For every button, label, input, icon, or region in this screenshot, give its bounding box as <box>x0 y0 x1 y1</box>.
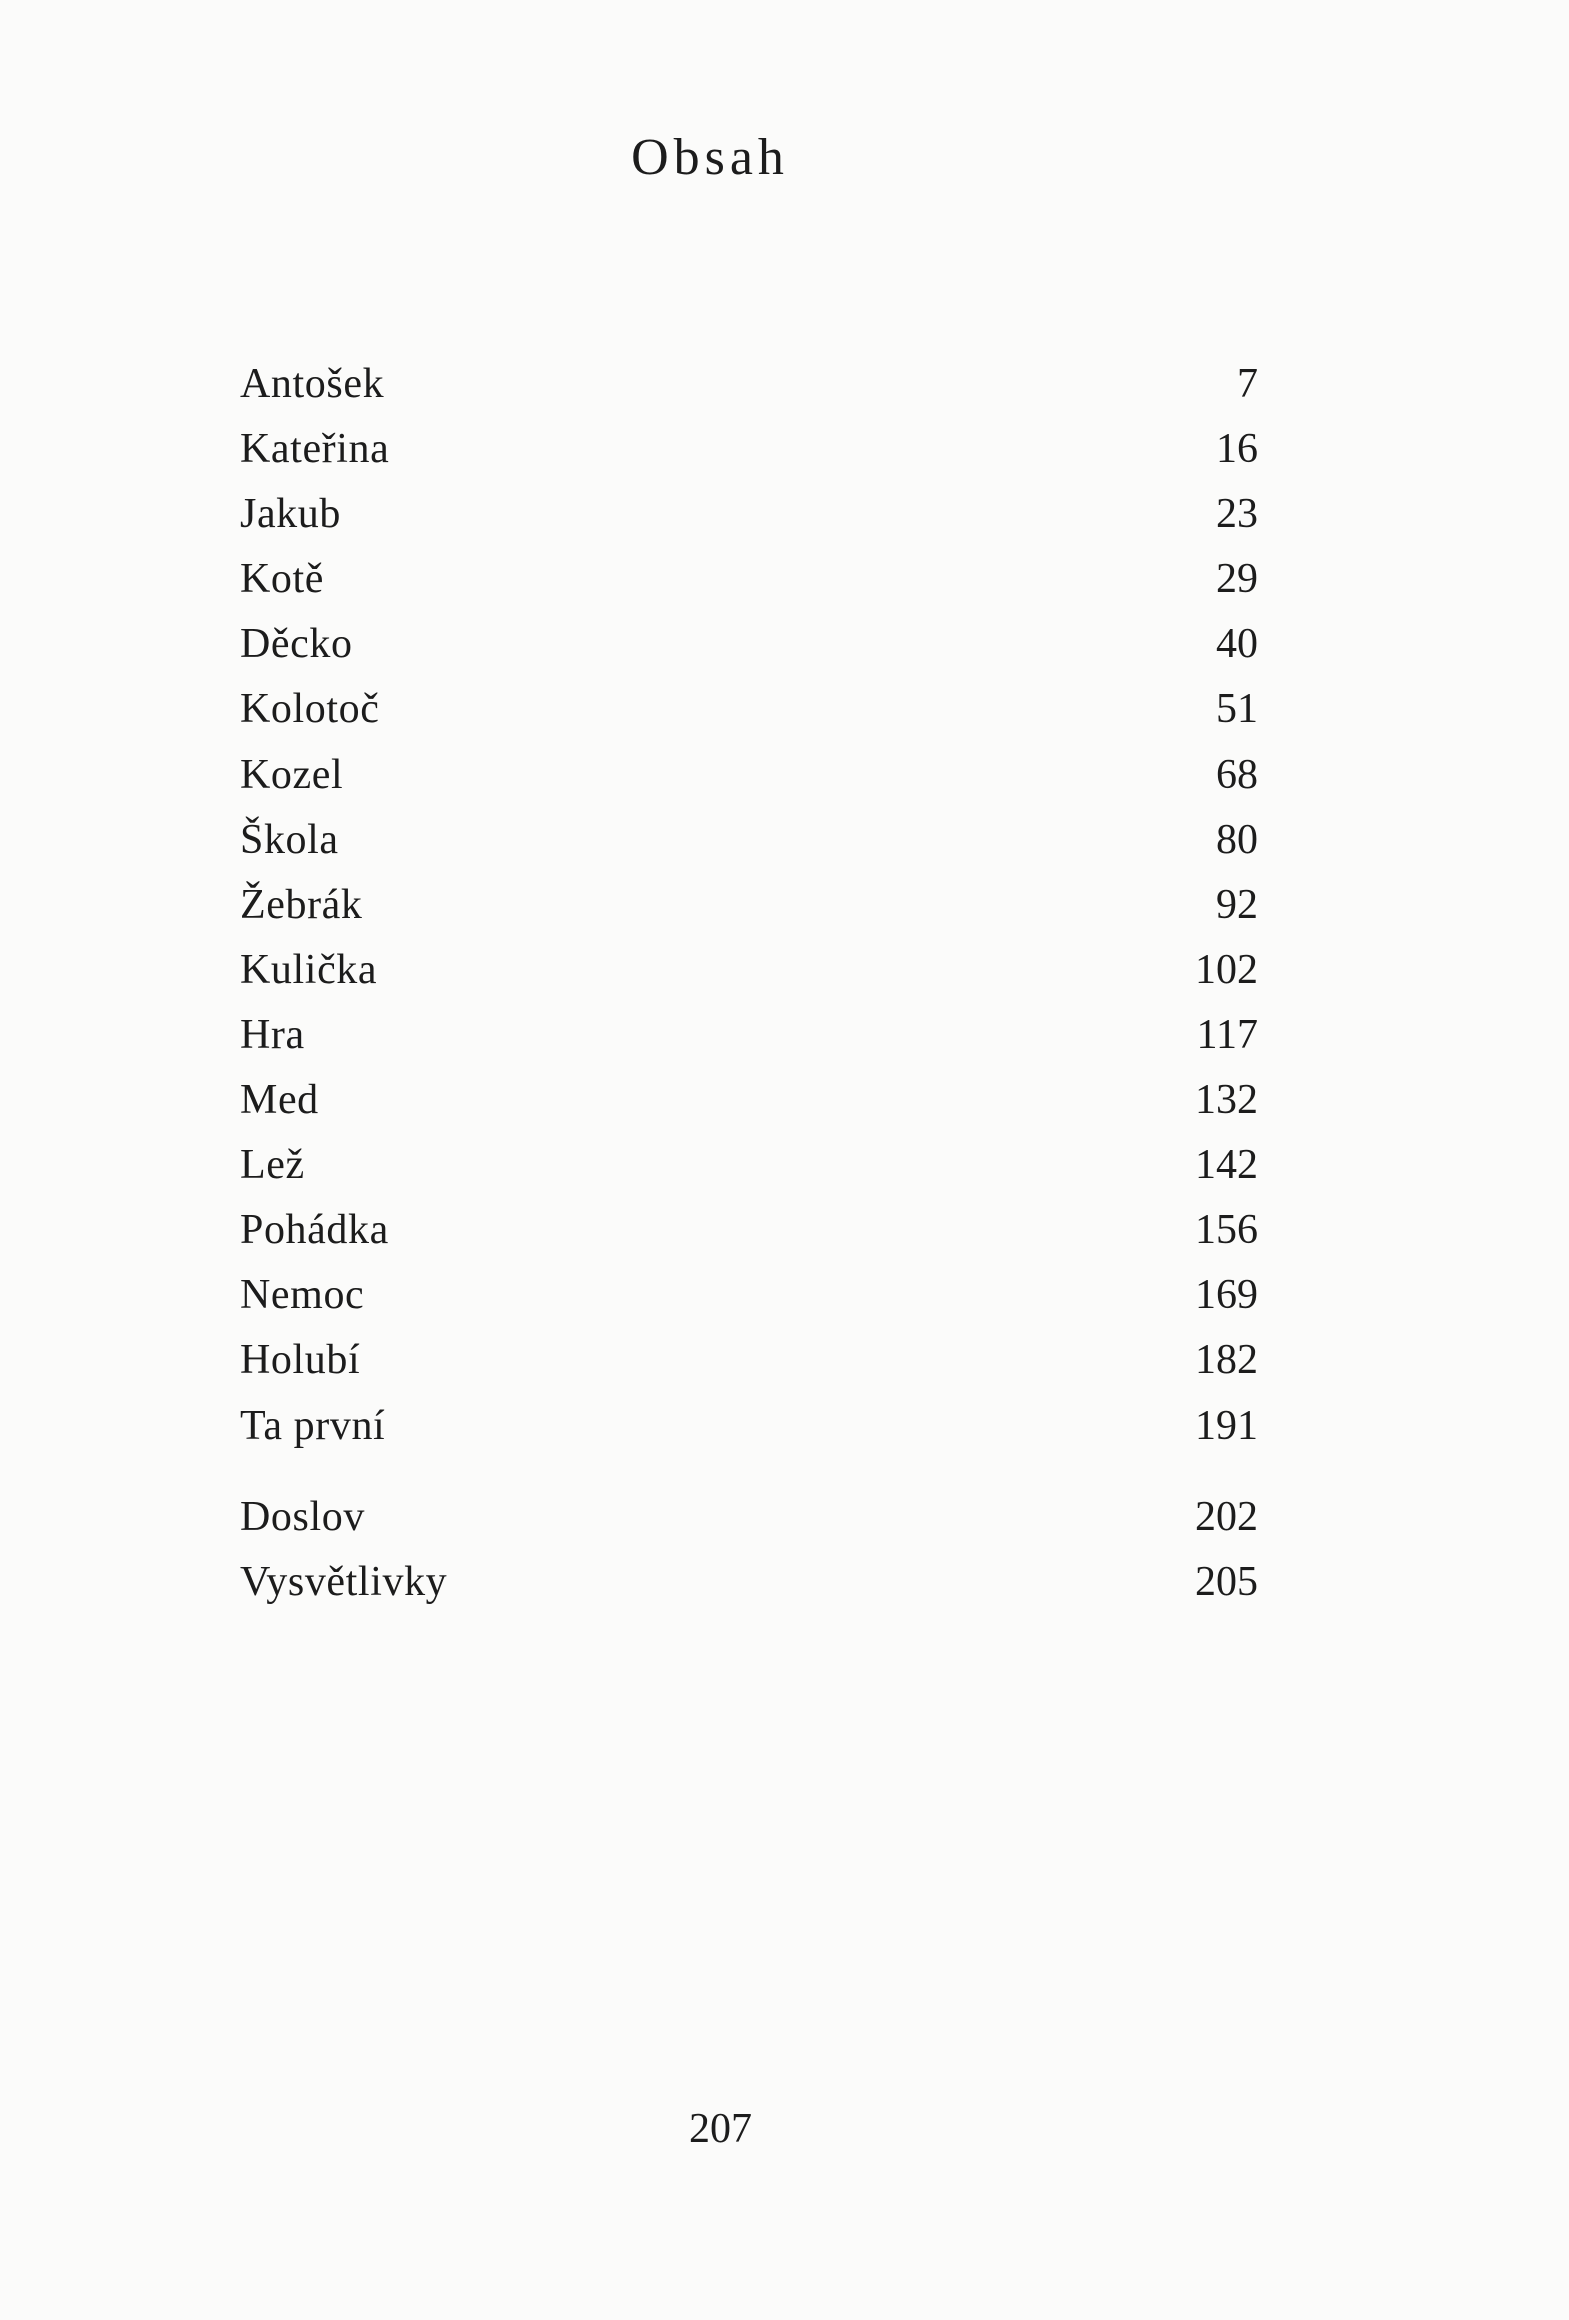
toc-entry <box>240 547 1258 612</box>
toc-entry-title: Med <box>240 1077 319 1124</box>
toc-entry <box>240 1133 1258 1198</box>
section-spacer <box>240 1459 1258 1485</box>
toc-entry-title: Antošek <box>240 361 385 407</box>
toc-entry-page: 191 <box>1195 1402 1258 1449</box>
toc-entry <box>240 352 1258 417</box>
toc-entry <box>240 1263 1258 1328</box>
toc-entry-title: Lež <box>240 1142 305 1189</box>
toc-entry-title: Holubí <box>240 1337 361 1384</box>
appendix-list <box>240 1485 1258 1615</box>
toc-entry-page: 68 <box>1216 751 1258 798</box>
toc-entry <box>240 1485 1258 1550</box>
toc-entry-page: 156 <box>1195 1207 1258 1254</box>
toc-entry-title: Doslov <box>240 1493 365 1540</box>
toc-entry-page: 92 <box>1216 881 1258 928</box>
toc-entry-title: Škola <box>240 816 339 863</box>
toc-entry-page: 132 <box>1195 1077 1258 1124</box>
toc-entry <box>240 1198 1258 1263</box>
toc-entry-title: Nemoc <box>240 1272 365 1319</box>
toc-entry-title: Ta první <box>240 1402 386 1449</box>
chapter-list <box>240 352 1258 1459</box>
toc-entry <box>240 808 1258 873</box>
toc-entry <box>240 1003 1258 1068</box>
toc-entry-title: Děcko <box>240 621 353 668</box>
toc-entry <box>240 612 1258 677</box>
toc-entry-page: 117 <box>1196 1011 1258 1058</box>
toc-entry-page: 16 <box>1216 426 1258 473</box>
toc-entry-title: Kotě <box>240 556 325 603</box>
toc-entry <box>240 1550 1258 1615</box>
toc-entry-page: 40 <box>1216 621 1258 668</box>
table-of-contents <box>240 352 1258 1615</box>
toc-entry-page: 142 <box>1195 1142 1258 1189</box>
toc-entry-page: 182 <box>1195 1337 1258 1384</box>
toc-entry-title: Kateřina <box>240 426 390 473</box>
toc-entry <box>240 677 1258 742</box>
toc-entry-title: Hra <box>240 1011 305 1058</box>
page-number: 207 <box>689 2106 752 2152</box>
toc-entry <box>240 938 1258 1003</box>
toc-entry-title: Jakub <box>240 491 341 538</box>
toc-entry-page: 202 <box>1195 1493 1258 1540</box>
toc-entry-title: Kozel <box>240 751 344 798</box>
toc-entry-page: 80 <box>1216 816 1258 863</box>
toc-entry <box>240 1068 1258 1133</box>
toc-entry-page: 169 <box>1195 1272 1258 1319</box>
toc-entry-page: 205 <box>1195 1558 1258 1605</box>
toc-entry <box>240 1394 1258 1459</box>
toc-entry-title: Kulička <box>240 946 378 993</box>
toc-entry <box>240 873 1258 938</box>
toc-entry-page: 29 <box>1216 556 1258 603</box>
toc-entry-page: 102 <box>1195 946 1258 993</box>
page-title: Obsah <box>631 129 789 186</box>
toc-entry <box>240 482 1258 547</box>
toc-entry <box>240 1328 1258 1393</box>
toc-entry-title: Kolotoč <box>240 686 380 733</box>
toc-entry-page: 23 <box>1216 491 1258 538</box>
toc-entry <box>240 417 1258 482</box>
toc-entry-title: Žebrák <box>240 881 363 928</box>
toc-entry-title: Pohádka <box>240 1207 389 1254</box>
toc-entry-title: Vysvětlivky <box>240 1558 448 1605</box>
toc-entry <box>240 743 1258 808</box>
toc-entry-page: 7 <box>1237 361 1258 407</box>
toc-entry-page: 51 <box>1216 686 1258 733</box>
